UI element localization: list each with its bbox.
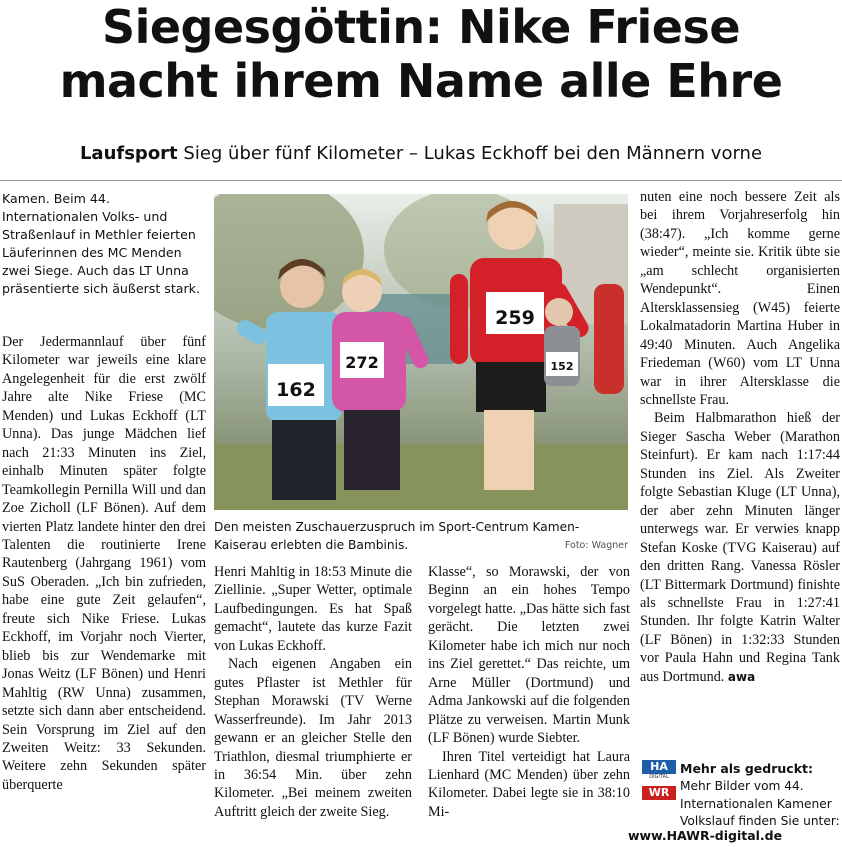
- runner-259-arm-left: [450, 274, 468, 364]
- lead-paragraph: Kamen. Beim 44. Internationalen Volks- und Straßenlauf in Methler feierten Läuferinnen des MC Menden zwei Siege. Auch das LT Unna präsentierte sich äußerst stark.: [2, 191, 200, 296]
- article-paragraph: Ihren Titel verteidigt hat Laura Lienhard (MC Menden) über zehn Kilometer. Dabei legte sie in 38:10 Mi-: [428, 748, 630, 820]
- article-paragraph-last: [640, 409, 840, 686]
- headline: [0, 0, 842, 108]
- wr-logo: WR: [642, 786, 676, 800]
- photo-caption: Den meisten Zuschauerzuspruch im Sport-Centrum Kamen-Kaiserau erlebten die Bambinis.: [214, 520, 580, 552]
- promo-link[interactable]: www.HAWR-digital.de: [628, 828, 783, 843]
- article-paragraph: Nach eigenen Angaben ein gutes Pflaster ist Methler für Stephan Morawski (TV Werne Wasserfreunde). Im Jahr 2013 gewann er an gleicher Stelle den Triathlon, diesmal triumphierte er in 36:54 Min. über zehn Kilometer. „Bei meinem zweiten Auftritt gleich der zweite Sieg.: [214, 656, 412, 820]
- ha-logo: HA: [642, 760, 676, 774]
- article-column-2: [214, 563, 412, 845]
- subheadline-text: Sieg über fünf Kilometer – Lukas Eckhoff bei den Männern vorne: [183, 143, 763, 164]
- headline-line-2: macht ihrem Name alle Ehre: [59, 54, 783, 108]
- subheadline-kicker: Laufsport: [79, 143, 178, 164]
- author-byline: awa: [727, 669, 756, 684]
- digital-label: DIGITAL: [649, 774, 669, 780]
- header-divider: [0, 180, 842, 181]
- runner-162-bib-number: 162: [276, 379, 316, 401]
- publisher-logos: [642, 760, 676, 800]
- headline-line-1: Siegesgöttin: Nike Friese: [101, 0, 741, 54]
- promo-box: [628, 748, 840, 844]
- article-column-1: [2, 333, 206, 845]
- article-column-4: [640, 188, 840, 740]
- article-paragraph: nuten eine noch bessere Zeit als bei ihrem Vorjahreserfolg hin (38:47). „Ich komme gerne wieder“, meinte sie. Kritik übte sie „am schlecht organisierten Wendepunkt“. Einen Altersklassensieg (W45) feierte Lokalmatadorin Martina Huber in 49:40 Minuten. Auch Angelika Friedeman (W60) vom LT Unna war in ihrer Altersklasse die schnellste Frau.: [640, 189, 840, 408]
- article-column-3: [428, 563, 630, 845]
- runner-152-head: [545, 298, 573, 326]
- article-paragraph: Der Jedermannlauf über fünf Kilometer war jeweils eine klare Angelegenheit für die erst zwölf Jahre alte Nike Friese (MC Menden) und Lukas Eckhoff (LT Unna). Das junge Mädchen lief nach 21:33 Minuten ins Ziel, einhalb Minuten später folgte Teamkollegin Pernilla Will und dan Zoe Zicholl (LF Bönen). Auf dem vierten Platz landete hinter den drei Talenten die routinierte Irene Rautenberg (Jahrgang 1961) vom SuS Oberaden. „Ich bin zufrieden, habe eine gute Zeit gelaufen“, freute sich Nike Friese. Lukas Eckhoff, im Vorjahr noch Vierter, blieb bis zur Wendemarke mit Jonas Weitz (LF Bönen) und Henri Mahltig (RW Unna) zusammen, setzte sich dann aber entscheidend. Sein Vorsprung im Ziel auf den Zweiten Weitz: 33 Sekunden. Weitere zehn Sekunden später überquerte: [2, 334, 206, 793]
- photo-credit: Foto: Wagner: [564, 540, 628, 551]
- runner-259-shorts: [476, 362, 546, 412]
- spectator-right: [594, 284, 624, 394]
- article-paragraph-text: Beim Halbmarathon hieß der Sieger Sascha Weber (Marathon Steinfurt). Er kam nach 1:17:44 Stunden ins Ziel. Als Zweiter folgte Sebastian Kluge (LT Unna), der aber zehn Minuten länger unterwegs war. Er verwies knapp Stefan Koske (TVG Kaiserau) auf den dritten Rang. Vanessa Rösler (LT Bittermark Dortmund) finishte als schnellste Frau in 1:27:41 Stunden. Ihr folgte Katrin Walter (LF Bönen) in 1:32:33 Stunden vor Paula Hahn und Regina Tank aus Dortmund.: [640, 410, 840, 685]
- article-paragraph: Henri Mahltig in 18:53 Minute die Ziellinie. „Super Wetter, optimale Laufbedingungen. Es hat Spaß gemacht“, lautete das kurze Fazit von Lukas Eckhoff.: [214, 564, 412, 654]
- race-photo: [214, 194, 628, 510]
- runner-272-bib-number: 272: [345, 353, 379, 372]
- runner-259-legs: [484, 410, 534, 490]
- article-paragraph: Klasse“, so Morawski, der von Beginn an ein hohes Tempo vorgelegt hatte. „Das hätte sich fast gerächt. Die letzten zwei Kilometer habe ich mich nur noch ins Ziel gerettet.“ Das reichte, um Arne Müller (Dortmund) und Adma Jankowski auf die folgenden Plätze zu verweisen. Martin Munk (LF Bönen) wurde Siebter.: [428, 564, 630, 747]
- subheadline: [0, 142, 842, 166]
- runner-272-legs: [344, 410, 400, 490]
- runner-259-bib-number: 259: [495, 307, 535, 329]
- runner-162-legs: [272, 420, 336, 500]
- promo-text: Mehr Bilder vom 44. Internationalen Kamener Volkslauf finden Sie unter:: [680, 779, 840, 828]
- promo-heading: Mehr als gedruckt:: [680, 761, 813, 776]
- runner-152-bib-number: 152: [550, 360, 574, 373]
